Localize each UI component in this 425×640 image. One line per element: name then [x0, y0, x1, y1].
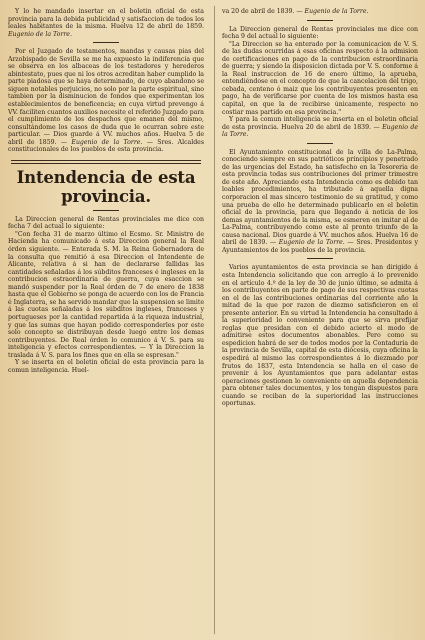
column-divider: [214, 6, 215, 634]
section-title: Intendencia de esta provincia.: [16, 167, 196, 206]
paragraph: va 20 de abril de 1839. — Eugenio de la Torre.: [222, 8, 369, 15]
short-rule: [307, 20, 333, 21]
right-column: [222, 8, 418, 408]
paragraph: El Ayuntamiento constitucional de la villa de La-Palma, conociendo siempre en sus patrióticos principios y penetrado de las urgencias del Estado, ha satisfecho en la Tesoreria de esta provincia todas sus contribuciones del primer trimestre de este año. Apreciando esta Intendencia como es debido tan loables procedimientos, ha tributado á aquella digna corporacion el mas sincero testimonio de su gratitud, y como una prueba de ello he determinado publicarlo en el boletin oficial de la provincia, para que llegando á noticia de los demas ayuntamientos de la misma, se esmeren en imitar al de La-Palma, contribuyendo como este al pronto triunfo de la causa nacional. Dios guarde á VV. muchos años. Huelva 16 de abril de 1839. — Eugenio de la Torre. — Sres. Presidentes y Ayuntamientos de los pueblos de la provincia.: [222, 148, 419, 254]
short-rule: [93, 210, 119, 211]
left-column: [8, 8, 204, 374]
paragraph: "Con fecha 31 de marzo último el Ecsmo. Sr. Ministro de Hacienda ha comunicado á esta Direccion general la Real órden siguiente. — Enterada S. M. la Reina Gobernadora de la consulta que remitió á esa Direccion el Intendente de Alicante, relativa á si han de declararse fallidas las cantidades señaladas á los súbditos franceses é ingleses en la contribucion estraordinaria de guerra, cuya esaccion se mandó suspender por la Real órden de 7 de enero de 1838 hasta que el Gobierno se ponga de acuerdo con los de Francia é Inglaterra, se ha servido mandar que la suspension se limite á las cuotas señaladas á los súbditos ingleses, franceses y portugueses por la cantidad repartida á la riqueza industrial, y que las sumas que hayan podido corresponderles por este solo concepto se distribuyan desde luego entre los demas contribuyentes. De Real órden lo comunico á V. S. para su inteligencia y efectos correspondientes. — Y la Direccion la traslada á V. S. para los fines que en ella se espresan.": [8, 230, 204, 359]
paragraph: Y se inserta en el boletin oficial de esta provincia para la comun inteligencia. Huel-: [8, 359, 204, 374]
short-rule: [307, 143, 333, 144]
paragraph: "La Direccion se ha enterado por la comunicacion de V. S. de las dudas ocurridas á esas oficinas respecto á la admision de certificaciones en pago de la contribucion estraordinaria de guerra; y siendo la disposicion dictada por V. S. conforme á la Real instruccion de 16 de enero último, la aprueba, entendiéndose en el concepto de que la cancelacion del trigo, cebada, centeno ó maiz que los contribuyentes presenten en pago, ha de verificarse por cuenta de los mismos hasta esa capital, en que la de recibirse únicamente, respecto no costiar mas partido en esa provincia.": [222, 40, 418, 116]
double-rule: [11, 160, 201, 164]
signature: Eugenio de la Torre.: [278, 239, 345, 247]
paragraph: Y para la comun inteligencia se inserta en el boletin oficial de esta provincia. Huelva 20 de abril de 1839. — Eugenio de la Torre.: [222, 116, 419, 139]
paragraph: Varios ayuntamientos de esta provincia se han dirigido á esta Intendencia solicitando que con arreglo á lo prevenido en el artículo 4.º de la ley de 30 de junio último, se admita á los contribuyentes en parte de pago de sus respectivas cuotas en el de las contribuciones ordinarias del corriente año la mitad de la que por razon de diezmo satisficieron en el presente anterior. En su virtud la Intendencia ha consultado á la superioridad lo conveniente para que se sirva prefijar reglas que presidan con el debido acierto el modo de admitirse estos documentos abonables. Pero como su espedicion habrá de ser de todos modos por la Contaduria de la provincia de Sevilla, capital de esta diócesis, cuya oficina la espedirá al mismo las correspondientes á lo diezmado por frutos de 1837, esta Intendencia se halla en el caso de prevenir á los Ayuntamientos que para adelantar estas operaciones gestionen lo conveniente en aquella dependencia para obtener tales documentos, y los tengan dispuestos para cuando se reciban de la superioridad las instrucciones oportunas.: [222, 264, 418, 408]
short-rule: [307, 258, 333, 259]
signature: Eugenio de la Torre.: [304, 8, 369, 15]
short-rule: [93, 42, 119, 43]
signature: Eugenio de la Torre.: [8, 30, 72, 38]
signature: Eugenio de la Torre.: [222, 123, 419, 139]
paragraph: La Direccion general de Rentas provinciales me dice con fecha 7 del actual lo siguiente:: [8, 215, 204, 231]
signature: Eugenio de la Torre.: [71, 138, 143, 146]
paragraph: Y lo he mandado insertar en el boletin oficial de esta provincia para la debida publicidad y satisfaccion de todos los leales habitantes de la misma. Huelva 12 de abril de 1859. Eugenio de la Torre.: [8, 8, 204, 38]
paragraph: La Direccion general de Rentas provinciales me dice con fecha 9 del actual lo siguiente:: [222, 25, 418, 41]
paragraph: Por el Juzgado de testamentos, mandas y causas pias del Arzobispado de Sevilla se me ha expuesto la indiferencia que se observa en los albaceas de los testadores y herederos abintestato, pues que ni los otros acreditan haber cumplido la parte piadosa que se haya determinado, de cuyo abandono se siguen notables perjuicios, no solo por la parte espiritual, sino tambien por la disminucion de fondos que experimentan los establecimientos de beneficencia; en cuya virtud prevengo á VV. faciliten cuantos auxilios necesite el referido Juzgado para el cumplimiento de los despachos que emanen del mismo, consultándome los casos de duda que le ocurran sobre este particular. — Dios guarde á VV. muchos años. Huelva 5 de abril de 1859. — Eugenio de la Torre. — Sres. Alcaldes constitucionales de los pueblos de esta provincia.: [8, 48, 205, 154]
